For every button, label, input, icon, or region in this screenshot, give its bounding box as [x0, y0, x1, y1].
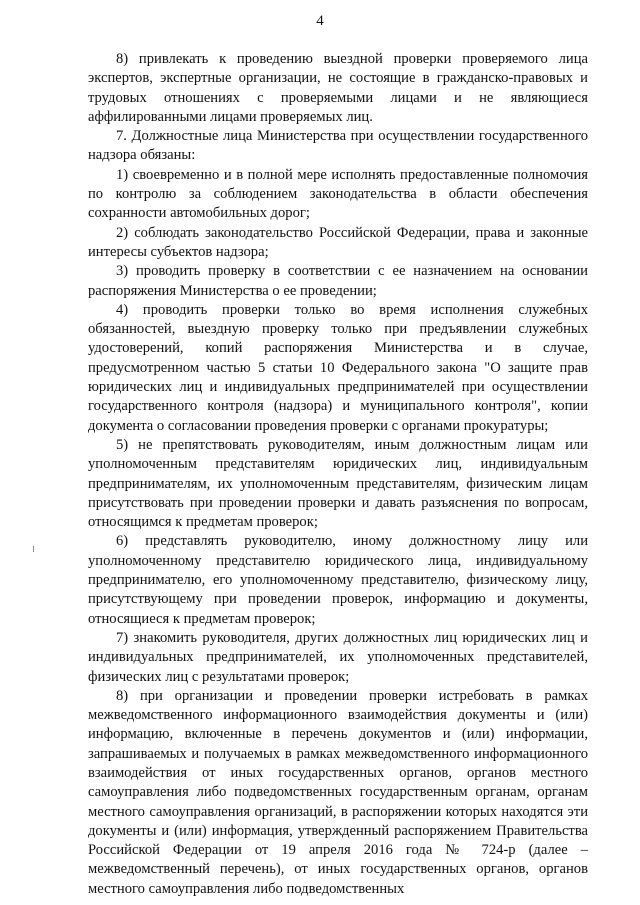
paragraph-7-item-8: 8) при организации и проведении проверки истребовать в рамках межведомственного информационного взаимодействия документы и (или) информацию, включенные в перечень документов и (или) информации, запрашиваемых и получаемых в рамках межведомственного информационного взаимодействия от иных государственных органов, органов местного самоуправления либо подведомственных государственным органам, органам местного самоуправления организаций, в распоряжении которых находятся эти документы и (или) информация, утвержденный распоряжением Правительства Российской Федерации от 19 апреля 2016 года № 724-р (далее – межведомственный перечень), от иных государственных органов, органов местного самоуправления либо подведомственных — [88, 687, 588, 897]
paragraph-7-item-7: 7) знакомить руководителя, других должностных лиц юридических лиц и индивидуальных предпринимателей, их уполномоченных представителей, физических лиц с результатами проверок; — [88, 629, 588, 685]
paragraph-7-heading: 7. Должностные лица Министерства при осуществлении государственного надзора обязаны: — [88, 128, 588, 164]
paragraph-6-item-8: 8) привлекать к проведению выездной проверки проверяемого лица экспертов, экспертные организации, не состоящие в гражданско-правовых и трудовых отношениях с проверяемыми лицами и не являющиеся аффилированными лицами проверяемых лиц. — [88, 51, 588, 125]
paragraph-7-item-1: 1) своевременно и в полной мере исполнять предоставленные полномочия по контролю за соблюдением законодательства в области обеспечения сохранности автомобильных дорог; — [88, 166, 588, 222]
paragraph-7-item-4: 4) проводить проверки только во время исполнения служебных обязанностей, выездную проверку только при предъявлении служебных удостоверений, копий распоряжения Министерства и в случае, предусмотренном частью 5 статьи 10 Федерального закона "О защите прав юридических лиц и индивидуальных предпринимателей при осуществлении государственного контроля (надзора) и муниципального контроля", копии документа о согласовании проведения проверки с органами прокуратуры; — [88, 301, 588, 434]
paragraph-7-item-6: 6) представлять руководителю, иному должностному лицу или уполномоченному представителю юридического лица, индивидуальному предпринимателю, его уполномоченному представителю, физическому лицу, присутствующему при проведении проверок, информацию и документы, относящиеся к предметам проверок; — [88, 533, 588, 627]
paragraph-7-item-5: 5) не препятствовать руководителям, иным должностным лицам или уполномоченным представителям юридических лиц, индивидуальным предпринимателям, их уполномоченным представителям, физическим лицам присутствовать при проведении проверки и давать разъяснения по вопросам, относящимся к предметам проверок; — [88, 436, 588, 531]
page-number: 4 — [316, 13, 324, 29]
margin-mark — [33, 546, 34, 552]
paragraph-7-item-2: 2) соблюдать законодательство Российской Федерации, права и законные интересы субъектов надзора; — [88, 224, 588, 260]
document-body — [88, 50, 588, 899]
paragraph-7-item-3: 3) проводить проверку в соответствии с ее назначением на основании распоряжения Министерства о ее проведении; — [88, 263, 588, 299]
